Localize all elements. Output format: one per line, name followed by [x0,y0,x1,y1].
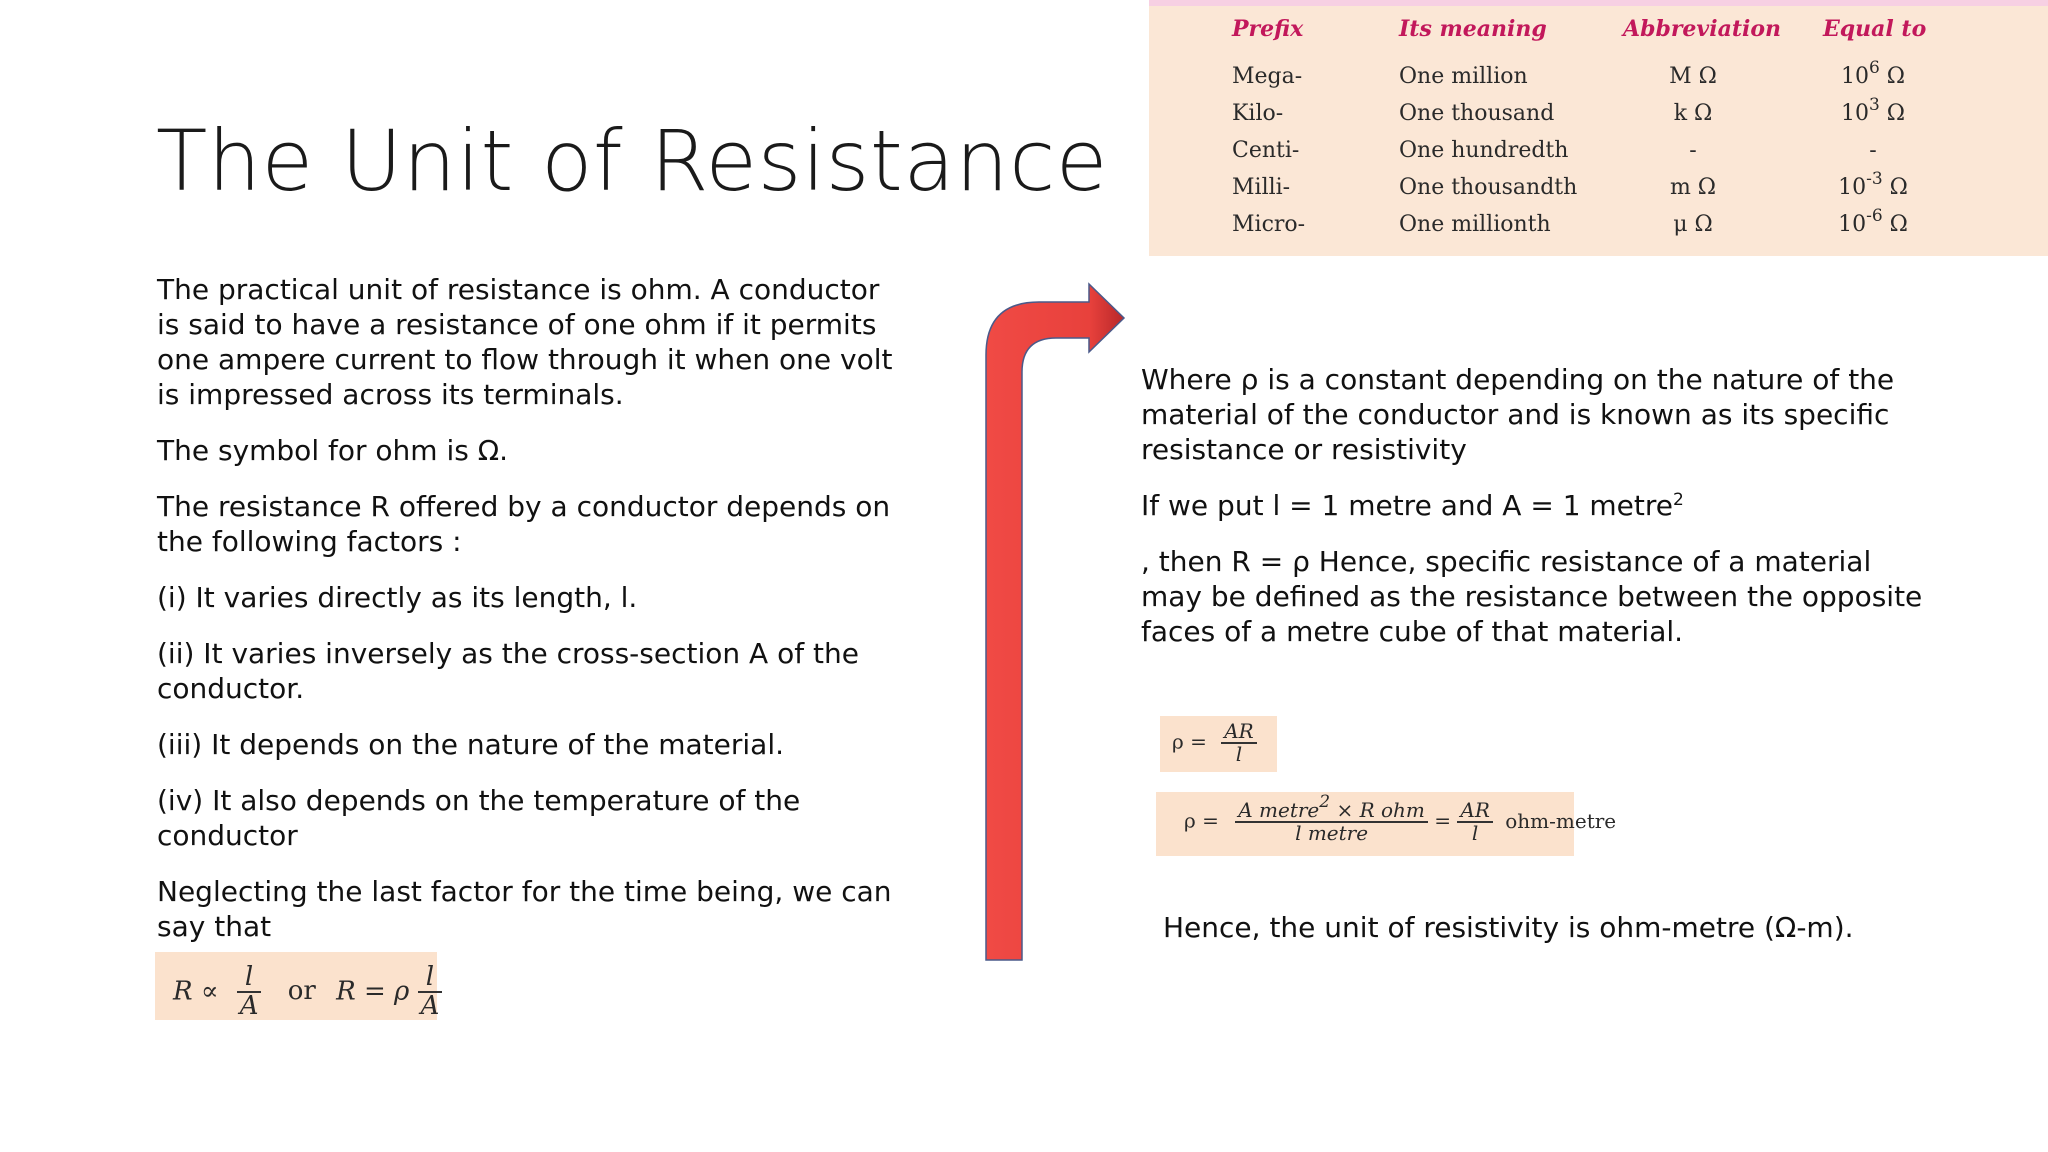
formula-r-equals-rho: R = ρ [336,976,410,1007]
paragraph-resistivity-definition: Where ρ is a constant depending on the nature of the material of the conductor and is known as its specific resistance or resistivity [1141,363,1895,466]
unit-ohm-metre: ohm-metre [1505,808,1617,833]
table-row: Kilo- One thousand k Ω $10^3$ Ω [1232,95,1906,126]
paragraph-factor-area: (ii) It varies inversely as the cross-section A of the conductor. [157,637,859,705]
paragraph-unit-of-resistivity: Hence, the unit of resistivity is ohm-metre (Ω-m). [1163,911,1854,944]
formula-rho: ρ = $\frac{AR}{l}$ [1160,716,1277,772]
slide-title: The Unit of Resistance [156,112,1108,210]
fraction-units: $\frac{A metre^2 \times R ohm}{\text{l metre}}$ [1235,800,1428,844]
table-row: Mega- One million M Ω $10^6$ Ω [1232,58,1906,89]
fraction-l-over-a-2: $\frac{l}{A}$ [418,964,443,1021]
paragraph-factor-material: (iii) It depends on the nature of the material. [157,728,785,761]
prefix-table [1149,0,2048,256]
table-row: Centi- One hundredth - - [1232,138,1877,163]
header-prefix: Prefix [1232,16,1304,42]
header-abbreviation: Abbreviation [1623,16,1782,42]
paragraph-ohm-definition: The practical unit of resistance is ohm. A conductor is said to have a resistance of one ohm if it permits one ampere current to flow through it when one volt is impressed across its terminals. [157,273,893,411]
paragraph-ohm-symbol: The symbol for ohm is Ω. [157,434,509,467]
fraction-ar-over-l-2: $\frac{AR}{l}$ [1457,800,1493,844]
paragraph-unit-values: If we put l = 1 metre and A = 1 metre$^2$ [1141,489,1684,522]
formula-or: or [287,976,316,1007]
table-row: Milli- One thousandth m Ω $10^{-3}$ Ω [1232,169,1908,200]
formula-r-lhs: R ∝ [173,976,219,1007]
paragraph-specific-resistance: , then R = ρ Hence, specific resistance of a material may be defined as the resistance between the opposite faces of a metre cube of that material. [1141,545,1923,648]
fraction-ar-over-l: $\frac{AR}{l}$ [1221,721,1257,765]
paragraph-factors-intro: The resistance R offered by a conductor depends on the following factors : [157,490,891,558]
paragraph-factor-length: (i) It varies directly as its length, l. [157,581,638,614]
right-text-column [1141,362,1941,670]
header-meaning: Its meaning [1399,16,1547,42]
prefix-table-header [1149,16,2048,52]
paragraph-factor-temperature: (iv) It also depends on the temperature of the conductor [157,784,801,852]
fraction-l-over-a: $\frac{l}{A}$ [237,964,262,1021]
table-row: Micro- One millionth μ Ω $10^{-6}$ Ω [1232,206,1908,237]
formula-rho-units: ρ = $\frac{A metre^2 \times R ohm}{\text{l metre}}$ = $\frac{AR}{l}$ ohm-metre [1156,792,1574,856]
header-equal-to: Equal to [1823,16,1927,42]
paragraph-neglecting: Neglecting the last factor for the time being, we can say that [157,875,892,943]
